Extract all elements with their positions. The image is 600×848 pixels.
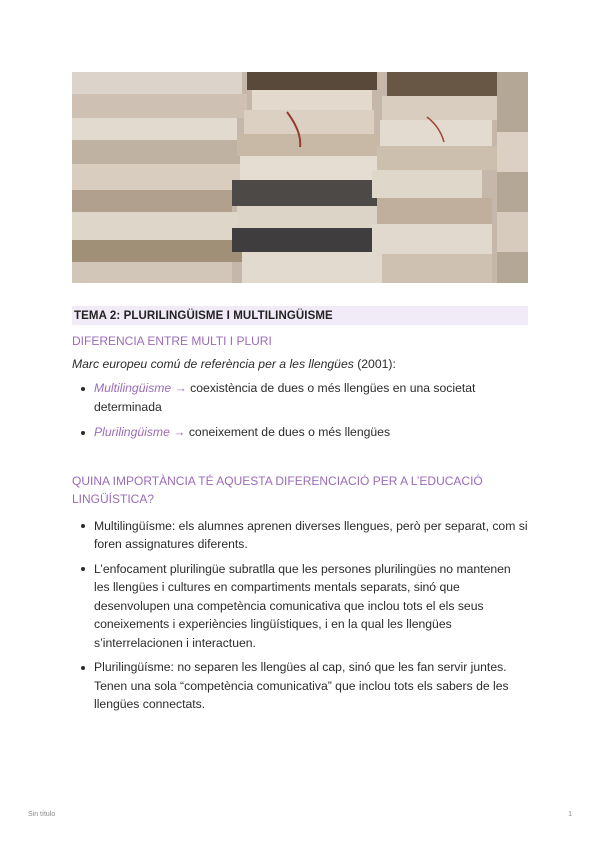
reference-year: (2001): [353, 357, 396, 371]
document-body [72, 306, 528, 714]
cover-image [72, 72, 528, 283]
list-item [72, 423, 528, 442]
section-heading-difference: DIFERENCIA ENTRE MULTI I PLURI [72, 334, 272, 348]
importance-list [72, 517, 528, 714]
footer-page-number: 1 [568, 811, 572, 818]
list-item: L’enfocament plurilingüe subratlla que les persones plurilingües no mantenen les llengües i cultures en compartiments mentals separats, sinó que desenvolupen una competència comunicativa que inclou tots el els seus coneixements i experiències lingüístiques, i en la qual les llengües s’interrelacionen i interactuen. [72, 560, 528, 653]
term-multilinguisme: Multilingüisme → [94, 381, 187, 395]
list-item: Multilingüísme: els alumnes aprenen diverses llengues, però per separat, com si foren assignatures diferents. [72, 517, 528, 554]
list-item: Plurilingüísme: no separen les llengües al cap, sinó que les fan servir juntes. Tenen una sola “competència comunicativa” que inclou tots els sabers de les llengües connectats. [72, 658, 528, 714]
term-plurilinguisme: Plurilingüisme → [94, 425, 186, 439]
list-item [72, 379, 528, 416]
reference-line [72, 357, 528, 371]
definition-text: coexistència de dues o més llengües en una societat determinada [94, 381, 476, 414]
section-title: TEMA 2: PLURILINGÜISME I MULTILINGÜISME [72, 306, 528, 325]
footer-document-title: Sin título [28, 811, 56, 818]
section-heading-importance: QUINA IMPORTÀNCIA TÉ AQUESTA DIFERENCIACIÓ PER A L’EDUCACIÓ LINGÜÍSTICA? [72, 473, 483, 506]
definition-text: coneixement de dues o més llengües [185, 425, 391, 439]
definitions-list [72, 379, 528, 442]
reference-source: Marc europeu comú de referència per a les llengües [72, 357, 354, 371]
